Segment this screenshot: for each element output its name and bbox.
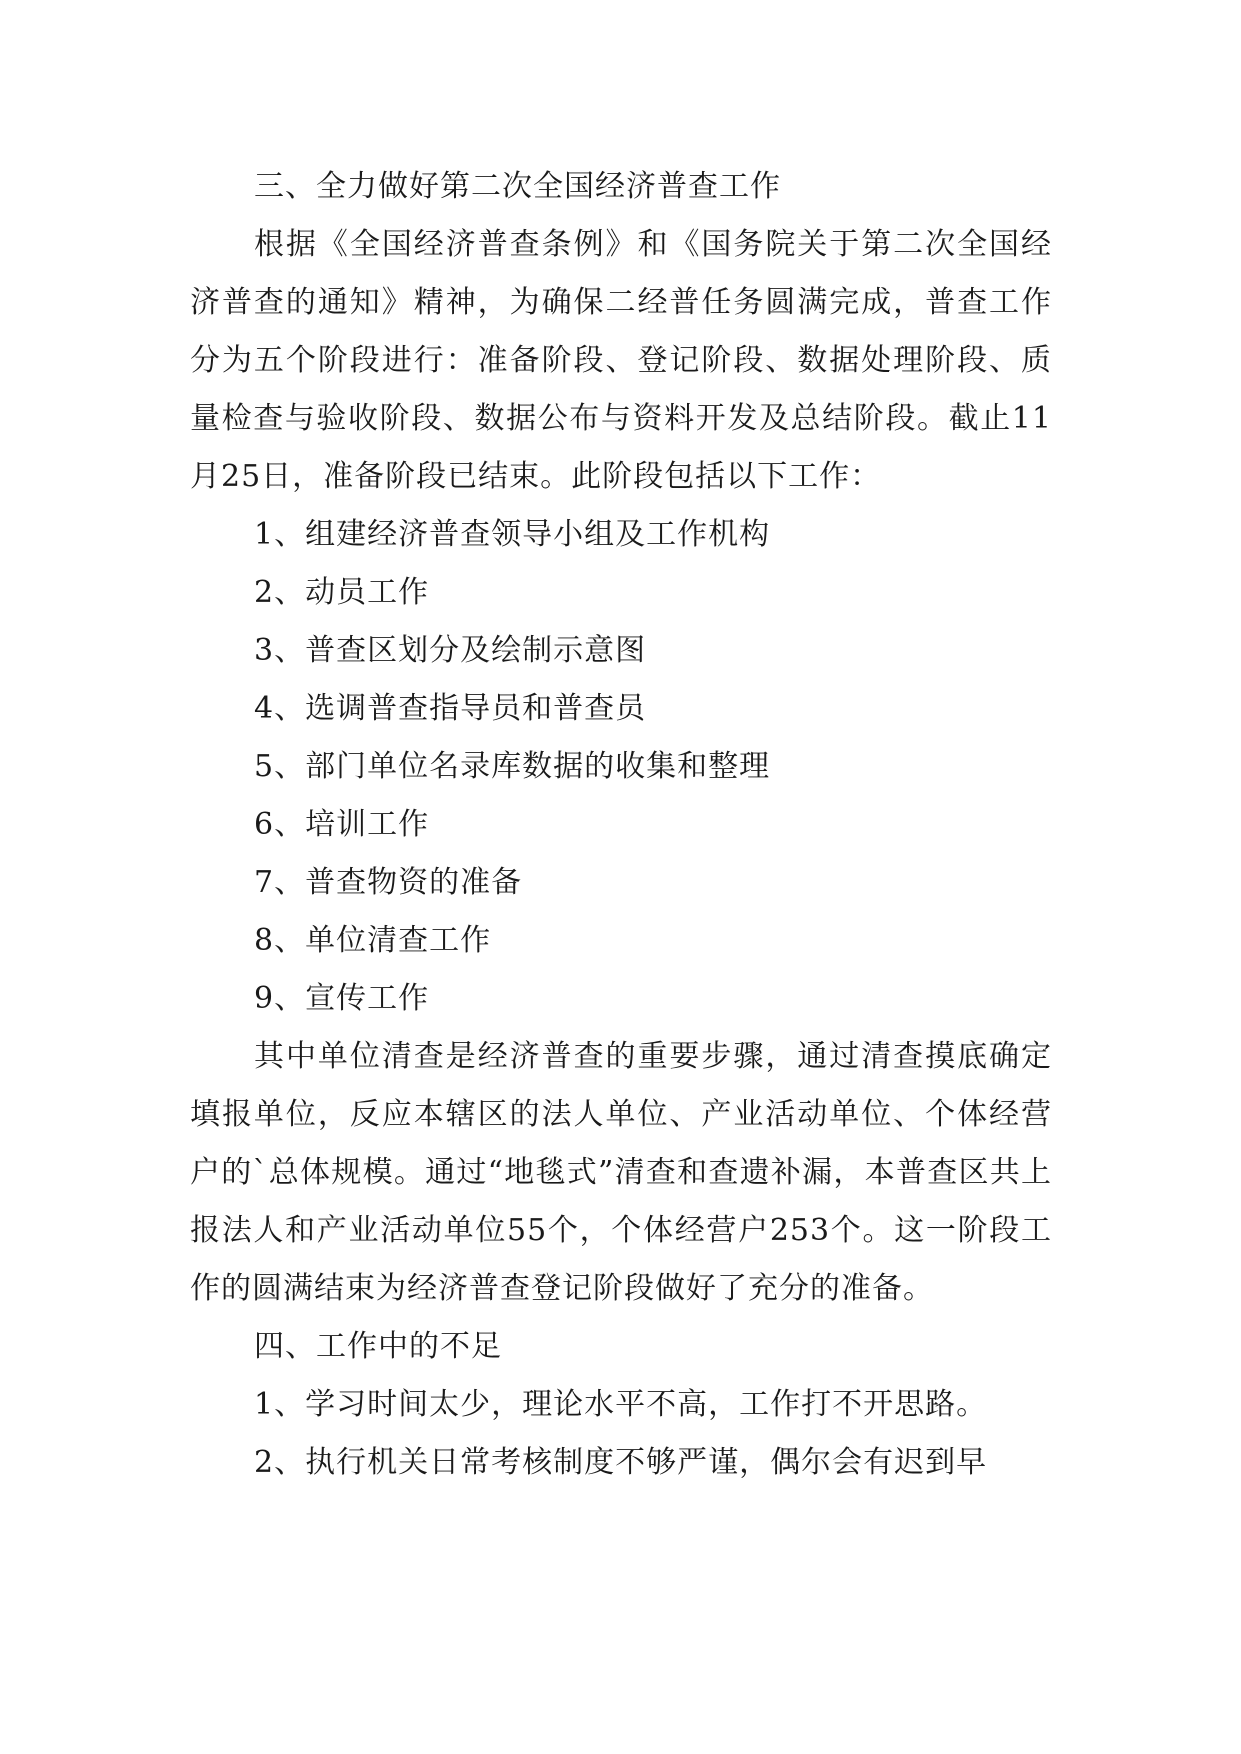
list-item: 6、培训工作: [254, 807, 430, 842]
list-item: 4、选调普查指导员和普查员: [254, 691, 647, 726]
list-item: 5、部门单位名录库数据的收集和整理: [254, 749, 771, 784]
list-item: 3、普查区划分及绘制示意图: [254, 633, 647, 668]
list-item: 9、宣传工作: [254, 981, 430, 1016]
document-page: [190, 158, 1052, 1492]
list-item: 2、动员工作: [254, 575, 430, 610]
section-3-summary-paragraph: 其中单位清查是经济普查的重要步骤，通过清查摸底确定填报单位，反应本辖区的法人单位、产业活动单位、个体经营户的`总体规模。通过“地毯式”清查和查遗补漏，本普查区共上报法人和产业活动单位55个，个体经营户253个。这一阶段工作的圆满结束为经济普查登记阶段做好了充分的准备。: [190, 1039, 1052, 1306]
list-item: 2、执行机关日常考核制度不够严谨，偶尔会有迟到早: [254, 1445, 988, 1480]
list-item: 7、普查物资的准备: [254, 865, 523, 900]
list-item: 8、单位清查工作: [254, 923, 492, 958]
shortcomings-list: [190, 1376, 1052, 1492]
section-3-heading: 三、全力做好第二次全国经济普查工作: [254, 169, 781, 204]
list-item: 1、组建经济普查领导小组及工作机构: [254, 517, 771, 552]
preparation-task-list: [190, 506, 1052, 1028]
list-item: 1、学习时间太少，理论水平不高，工作打不开思路。: [254, 1387, 988, 1422]
section-4-heading: 四、工作中的不足: [254, 1329, 502, 1364]
section-3-intro-paragraph: 根据《全国经济普查条例》和《国务院关于第二次全国经济普查的通知》精神，为确保二经普任务圆满完成，普查工作分为五个阶段进行：准备阶段、登记阶段、数据处理阶段、质量检查与验收阶段、数据公布与资料开发及总结阶段。截止11月25日，准备阶段已结束。此阶段包括以下工作：: [190, 227, 1052, 494]
